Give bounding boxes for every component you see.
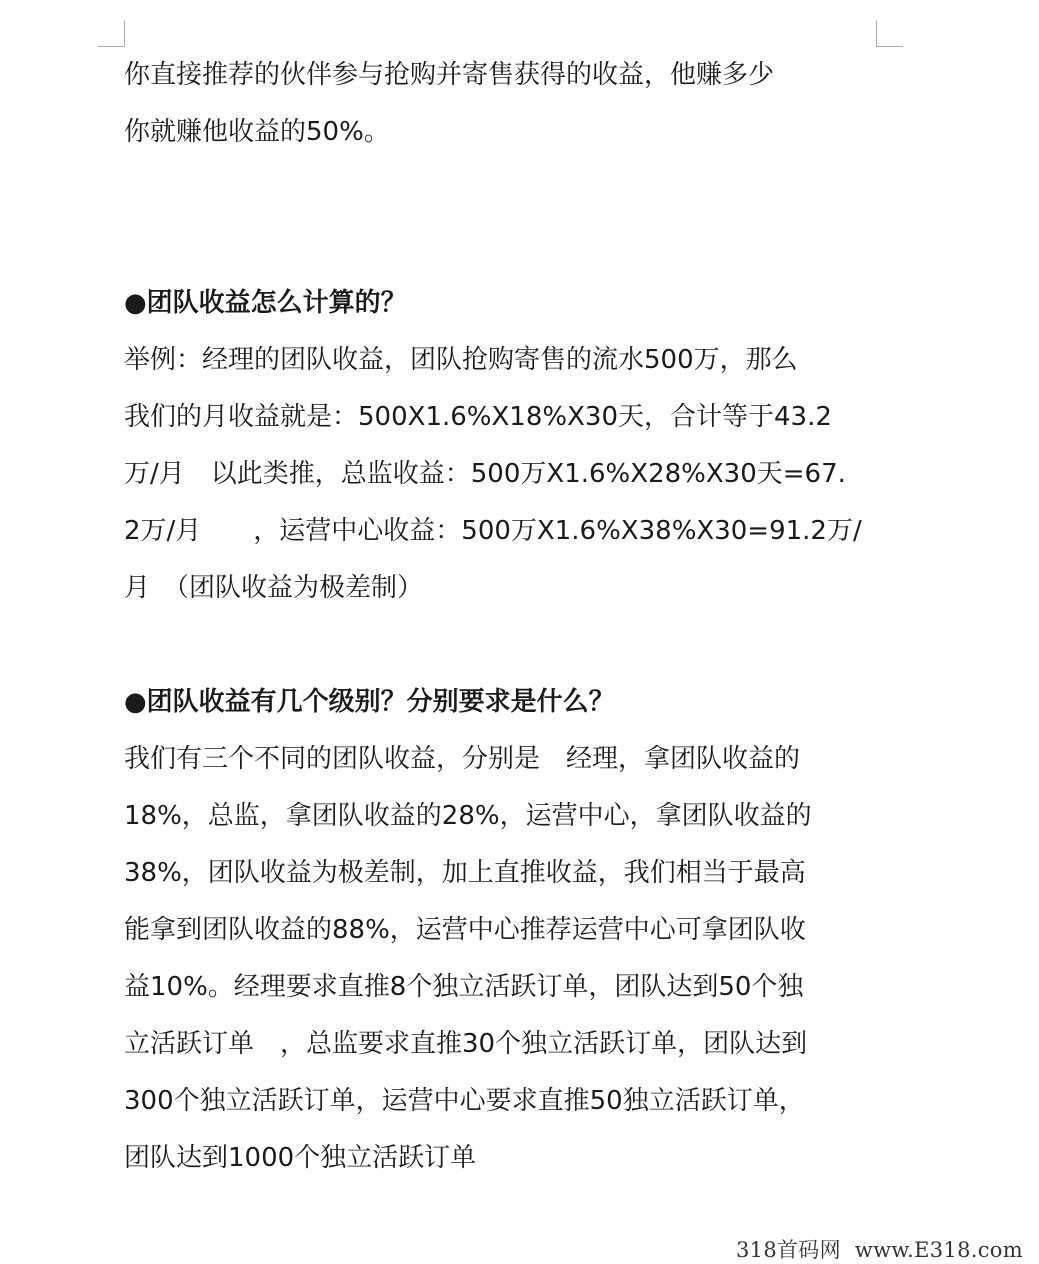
paragraph-line: 立活跃订单 ，总监要求直推30个独立活跃订单，团队达到	[124, 1029, 808, 1059]
paragraph-line: 你直接推荐的伙伴参与抢购并寄售获得的收益，他赚多少	[124, 60, 775, 90]
section-heading: ●团队收益有几个级别？分别要求是什么？	[124, 687, 615, 717]
paragraph-line: 能拿到团队收益的88%，运营中心推荐运营中心可拿团队收	[124, 915, 806, 945]
paragraph-line: 38%，团队收益为极差制，加上直推收益，我们相当于最高	[124, 858, 806, 888]
paragraph-line: 你就赚他收益的50%。	[124, 117, 390, 147]
watermark-text: 318首码网 www.E318.com	[736, 1238, 1023, 1262]
paragraph-line: 我们有三个不同的团队收益，分别是 经理，拿团队收益的	[124, 744, 801, 774]
paragraph-line: 我们的月收益就是：500X1.6%X18%X30天，合计等于43.2	[124, 402, 832, 432]
paragraph-line: 万/月 以此类推，总监收益：500万X1.6%X28%X30天=67.	[124, 459, 846, 489]
document-body	[124, 47, 884, 1187]
paragraph-line: 300个独立活跃订单，运营中心要求直推50独立活跃订单，	[124, 1086, 805, 1116]
paragraph-line: 益10%。经理要求直推8个独立活跃订单，团队达到50个独	[124, 972, 804, 1002]
section-team-income-calc	[124, 275, 884, 617]
section-heading: ●团队收益怎么计算的？	[124, 288, 407, 318]
spacer	[124, 218, 884, 275]
paragraph-line: 团队达到1000个独立活跃订单	[124, 1143, 477, 1173]
spacer	[124, 617, 884, 674]
crop-mark-top-right	[876, 20, 903, 47]
paragraph-line: 月 （团队收益为极差制）	[124, 573, 424, 603]
section-direct-income	[124, 47, 884, 161]
paragraph-line: 18%，总监，拿团队收益的28%，运营中心，拿团队收益的	[124, 801, 812, 831]
paragraph-line: 2万/月 ，运营中心收益：500万X1.6%X38%X30=91.2万/	[124, 516, 862, 546]
spacer	[124, 161, 884, 218]
crop-mark-top-left	[98, 20, 125, 47]
paragraph-line: 举例：经理的团队收益，团队抢购寄售的流水500万，那么	[124, 345, 798, 375]
section-team-income-levels	[124, 674, 884, 1187]
